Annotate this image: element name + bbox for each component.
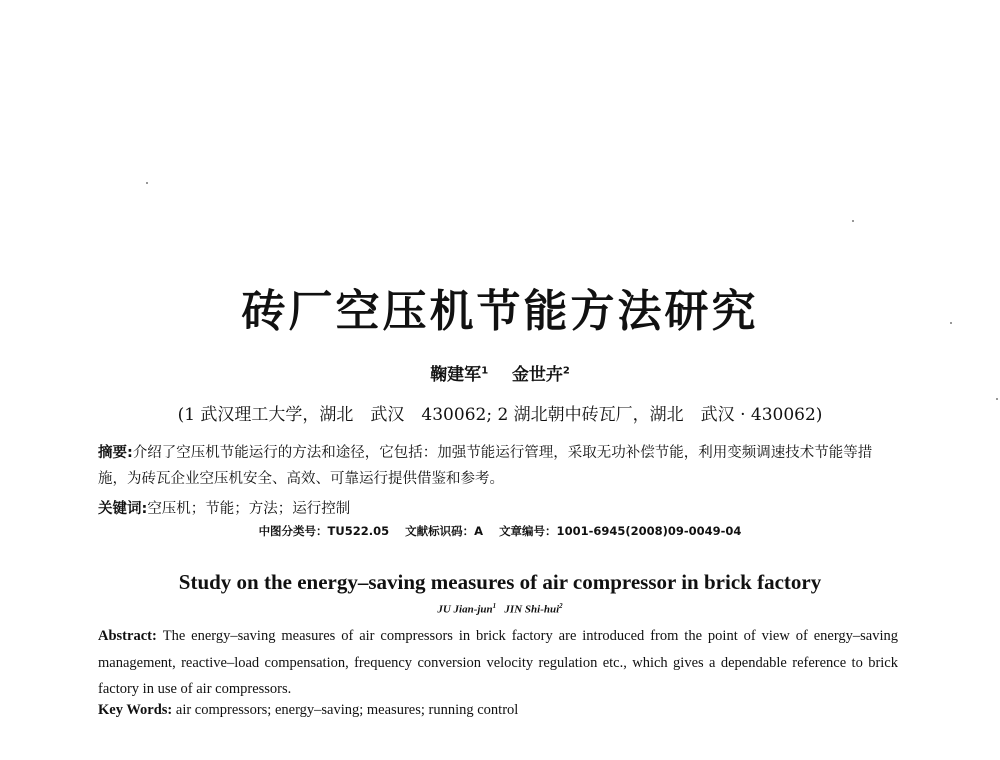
keywords-en-label: Key Words: [98, 702, 168, 718]
scan-speck: [852, 220, 854, 222]
abstract-cn-text: 介绍了空压机节能运行的方法和途径，它包括：加强节能运行管理，采取无功补偿节能，利用变频调速技术节能等措施，为砖瓦企业空压机安全、高效、可靠运行提供借鉴和参考。: [98, 445, 873, 487]
author-affil-marker: 1: [481, 365, 489, 377]
paper-title-cn: 砖厂空压机节能方法研究: [241, 286, 759, 337]
label-colon: :: [167, 702, 176, 718]
author-name: 金世卉: [511, 365, 563, 385]
abstract-cn: [98, 440, 898, 492]
author-affil-marker: 2: [562, 365, 570, 377]
keywords-en-text: air compressors; energy–saving; measures; running control: [175, 702, 519, 718]
keywords-cn-text: 空压机；节能；方法；运行控制: [147, 501, 351, 517]
abstract-en: [98, 623, 898, 703]
abstract-en-text: The energy–saving measures of air compressors in brick factory are introduced from the point of view of energy–saving management, reactive–load compensation, frequency conversion velocity regulation etc., which gives a dependable reference to brick factory in use of air compressors.: [98, 628, 898, 697]
affiliation-cn: (1 武汉理工大学，湖北 武汉 430062; 2 湖北朝中砖瓦厂，湖北 武汉 · 430062): [177, 405, 823, 425]
keywords-cn: [98, 497, 350, 518]
label-colon: :: [141, 501, 148, 517]
article-number: 文章编号：1001-6945(2008)09-0049-04: [499, 524, 742, 538]
label-colon: :: [151, 628, 163, 644]
author-name: 鞠建军: [430, 365, 482, 385]
authors-cn: [0, 360, 1000, 385]
clc-number: 中图分类号：TU522.05: [258, 524, 390, 538]
authors-en: [0, 602, 1000, 616]
label-colon: :: [127, 445, 133, 461]
scan-speck: [146, 182, 148, 184]
keywords-cn-label: 关键词: [98, 501, 142, 517]
author-affil-marker: 2: [559, 602, 563, 610]
paper-title-en: Study on the energy–saving measures of air compressor in brick factory: [178, 570, 822, 594]
classification-line: [0, 523, 1000, 539]
author-name-en: JU Jian-jun: [437, 603, 493, 616]
abstract-en-label: Abstract: [98, 628, 152, 644]
keywords-en: [98, 702, 518, 719]
document-code: 文献标识码：A: [405, 524, 484, 538]
author-name-en: JIN Shi-hui: [504, 603, 560, 616]
author-affil-marker: 1: [492, 602, 497, 610]
abstract-cn-label: 摘要: [98, 445, 127, 461]
